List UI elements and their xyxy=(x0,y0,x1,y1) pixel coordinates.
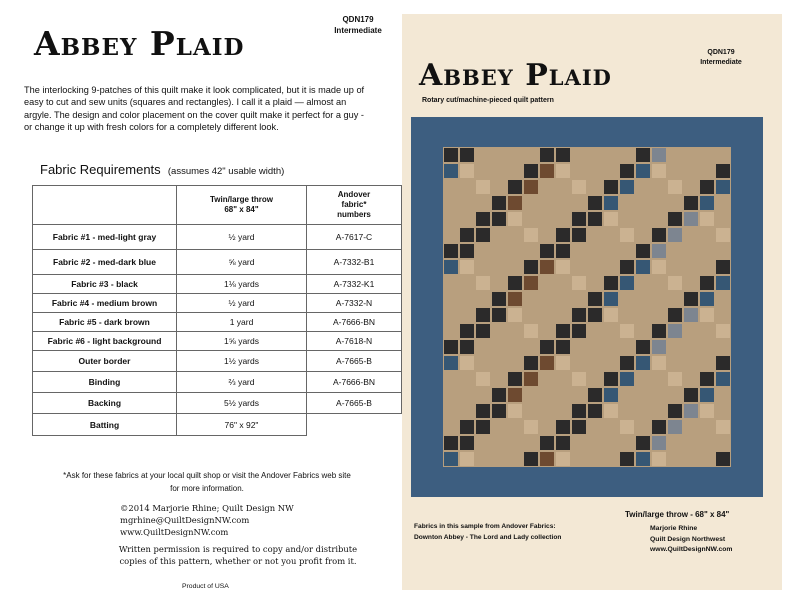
fabric-number-cell: A-7665-B xyxy=(307,351,402,372)
quilt-patch xyxy=(604,308,618,322)
quilt-patch xyxy=(556,420,570,434)
cover-author-block xyxy=(650,524,732,556)
quilt-patch xyxy=(444,260,458,274)
fabric-amount-cell: 1½ yards xyxy=(177,351,307,372)
quilt-patch xyxy=(652,164,666,178)
quilt-patch xyxy=(652,148,666,162)
quilt-patch xyxy=(668,404,682,418)
quilt-patch xyxy=(540,340,554,354)
cover-company: Quilt Design Northwest xyxy=(650,535,726,543)
fabric-number-cell: A-7332-N xyxy=(307,294,402,313)
quilt-patch xyxy=(540,452,554,466)
quilt-patch xyxy=(476,228,490,242)
quilt-patch xyxy=(716,420,730,434)
quilt-patch xyxy=(652,244,666,258)
quilt-patch xyxy=(444,436,458,450)
quilt-patch xyxy=(620,180,634,194)
quilt-patch xyxy=(508,372,522,386)
quilt-patch xyxy=(508,196,522,210)
quilt-patch xyxy=(668,324,682,338)
table-row xyxy=(33,275,402,294)
fabric-number-cell: A-7665-B xyxy=(307,393,402,414)
quilt-patch xyxy=(668,308,682,322)
quilt-patch xyxy=(716,356,730,370)
quilt-patch xyxy=(444,244,458,258)
header-size: Twin/large throw xyxy=(210,195,273,204)
quilt-patch xyxy=(588,388,602,402)
quilt-patch xyxy=(636,260,650,274)
quilt-patch xyxy=(444,356,458,370)
quilt-patch xyxy=(572,404,586,418)
header-number-cell xyxy=(307,186,402,225)
quilt-patch xyxy=(524,164,538,178)
quilt-patch xyxy=(604,372,618,386)
quilt-patch xyxy=(636,148,650,162)
quilt-patch xyxy=(476,276,490,290)
quilt-patch xyxy=(652,420,666,434)
quilt-patch xyxy=(508,212,522,226)
quilt-patch xyxy=(476,180,490,194)
fabric-number-cell xyxy=(307,414,402,436)
quilt-patch xyxy=(444,164,458,178)
quilt-patch xyxy=(652,436,666,450)
quilt-patch xyxy=(684,292,698,306)
quilt-patch xyxy=(572,372,586,386)
quilt-patch xyxy=(556,244,570,258)
quilt-patch xyxy=(700,372,714,386)
quilt-patch xyxy=(636,356,650,370)
cover-website: www.QuiltDesignNW.com xyxy=(650,546,733,553)
cover-fabrics-line1: Fabrics in this sample from Andover Fabrics: xyxy=(414,523,556,530)
quilt-patch xyxy=(716,180,730,194)
fabric-name-cell: Batting xyxy=(33,414,177,436)
cover-code: QDN179 xyxy=(707,49,735,56)
quilt-patch xyxy=(620,324,634,338)
fabric-number-cell: A-7332-B1 xyxy=(307,250,402,275)
quilt-patch xyxy=(476,212,490,226)
quilt-patch xyxy=(556,228,570,242)
header-size-cell xyxy=(177,186,307,225)
quilt-patch xyxy=(492,292,506,306)
quilt-image xyxy=(411,117,763,497)
fabric-name-cell: Outer border xyxy=(33,351,177,372)
table-row xyxy=(33,393,402,414)
quilt-patch xyxy=(444,340,458,354)
quilt-patch xyxy=(636,164,650,178)
quilt-patch xyxy=(700,212,714,226)
quilt-patch xyxy=(508,276,522,290)
quilt-patch xyxy=(668,180,682,194)
quilt-patch xyxy=(716,324,730,338)
quilt-patch xyxy=(492,196,506,210)
quilt-patch xyxy=(620,420,634,434)
quilt-patch xyxy=(652,452,666,466)
quilt-patch xyxy=(540,436,554,450)
fabric-name-cell: Fabric #4 - medium brown xyxy=(33,294,177,313)
table-header-row xyxy=(33,186,402,225)
quilt-patch xyxy=(508,180,522,194)
copyright: ©2014 Marjorie Rhine; Quilt Design NW xyxy=(120,503,294,513)
quilt-patch xyxy=(572,308,586,322)
quilt-patch xyxy=(460,244,474,258)
quilt-patch xyxy=(620,452,634,466)
quilt-patch xyxy=(524,276,538,290)
quilt-patch xyxy=(684,196,698,210)
table-row xyxy=(33,313,402,332)
quilt-patch xyxy=(556,260,570,274)
fabric-amount-cell: 1 yard xyxy=(177,313,307,332)
quilt-patch xyxy=(476,324,490,338)
quilt-patch xyxy=(636,340,650,354)
fabric-name-cell: Backing xyxy=(33,393,177,414)
quilt-patch xyxy=(620,228,634,242)
quilt-patch xyxy=(604,180,618,194)
fabric-number-cell: A-7666-BN xyxy=(307,313,402,332)
quilt-patch xyxy=(652,340,666,354)
quilt-patch xyxy=(588,196,602,210)
made-in: Product of USA xyxy=(182,583,229,590)
fabric-amount-cell: ⅝ yard xyxy=(177,250,307,275)
quilt-patch xyxy=(684,212,698,226)
quilt-patch xyxy=(572,180,586,194)
fabric-number-cell: A-7618-N xyxy=(307,332,402,351)
quilt-patch xyxy=(716,164,730,178)
quilt-patch xyxy=(684,404,698,418)
quilt-patch xyxy=(540,164,554,178)
quilt-patch xyxy=(668,420,682,434)
quilt-patch xyxy=(700,388,714,402)
quilt-patch xyxy=(588,308,602,322)
quilt-patch xyxy=(620,164,634,178)
quilt-patch xyxy=(700,308,714,322)
footnote: *Ask for these fabrics at your local quilt shop or visit the Andover Fabrics web site for more information. xyxy=(63,471,351,493)
quilt-patch xyxy=(524,356,538,370)
quilt-patch xyxy=(476,404,490,418)
header-number-3: numbers xyxy=(337,210,371,219)
quilt-patch xyxy=(716,260,730,274)
cover-fabrics xyxy=(414,521,614,543)
fabric-requirements-note: (assumes 42" usable width) xyxy=(167,166,285,177)
quilt-patch xyxy=(636,436,650,450)
quilt-patch xyxy=(460,228,474,242)
fabric-name-cell: Fabric #2 - med-dark blue xyxy=(33,250,177,275)
quilt-patch xyxy=(620,372,634,386)
table-row xyxy=(33,351,402,372)
fabric-name-cell: Fabric #3 - black xyxy=(33,275,177,294)
cover-level: Intermediate xyxy=(700,59,742,66)
quilt-patch xyxy=(572,228,586,242)
permission-notice: Written permission is required to copy and/or distribute copies of this pattern, whether or not you profit from it. xyxy=(118,544,358,566)
quilt-patch xyxy=(588,404,602,418)
quilt-patch xyxy=(604,196,618,210)
quilt-patch xyxy=(476,372,490,386)
cover-code-block xyxy=(676,48,766,68)
quilt-patch xyxy=(652,356,666,370)
table-row xyxy=(33,294,402,313)
quilt-patch xyxy=(604,212,618,226)
fabric-name-cell: Fabric #6 - light background xyxy=(33,332,177,351)
quilt-patch xyxy=(636,244,650,258)
quilt-patch xyxy=(620,356,634,370)
quilt-patch xyxy=(588,212,602,226)
fabric-number-cell: A-7332-K1 xyxy=(307,275,402,294)
quilt-patch xyxy=(524,324,538,338)
quilt-patch xyxy=(716,372,730,386)
quilt-patch xyxy=(636,452,650,466)
quilt-patch xyxy=(492,388,506,402)
quilt-patch xyxy=(684,308,698,322)
quilt-patch xyxy=(492,212,506,226)
header-size-dims: 68" x 84" xyxy=(224,205,259,214)
quilt-patch xyxy=(524,260,538,274)
quilt-patch xyxy=(620,260,634,274)
quilt-patch xyxy=(716,228,730,242)
quilt-patch xyxy=(556,436,570,450)
quilt-patch xyxy=(524,452,538,466)
quilt-patch xyxy=(604,292,618,306)
quilt-patch xyxy=(460,324,474,338)
table-row xyxy=(33,414,402,436)
quilt-patch xyxy=(716,276,730,290)
fabric-requirements-title: Fabric Requirements xyxy=(40,162,161,177)
quilt-patch xyxy=(524,228,538,242)
quilt-patch xyxy=(540,356,554,370)
cover-size: Twin/large throw - 68" x 84" xyxy=(625,510,730,519)
fabric-amount-cell: ½ yard xyxy=(177,294,307,313)
website: www.QuiltDesignNW.com xyxy=(120,527,229,537)
fabric-name-cell: Fabric #5 - dark brown xyxy=(33,313,177,332)
quilt-patch xyxy=(668,372,682,386)
cover-title: Abbey Plaid xyxy=(419,58,612,93)
fabric-amount-cell: 5½ yards xyxy=(177,393,307,414)
quilt-patch xyxy=(508,308,522,322)
intro-paragraph: The interlocking 9-patches of this quilt make it look complicated, but it is made up of easy to cut and sew units (squares and rectangles). I call it a plaid — almost an argyle. The design and color placement on the cover quilt make it perfect for a guy - or change it up with fresh colors for a completely different look. xyxy=(24,85,365,133)
cover-subtitle: Rotary cut/machine-pieced quilt pattern xyxy=(422,97,554,104)
fabric-requirements-heading xyxy=(40,162,284,177)
quilt-patch xyxy=(460,452,474,466)
quilt-patch xyxy=(700,196,714,210)
credits xyxy=(120,502,320,538)
quilt-patch xyxy=(588,292,602,306)
quilt-patch xyxy=(620,276,634,290)
fabric-number-cell: A-7617-C xyxy=(307,225,402,250)
quilt-patch xyxy=(684,388,698,402)
quilt-patch xyxy=(508,388,522,402)
pattern-level: Intermediate xyxy=(334,26,382,35)
quilt-patch xyxy=(524,420,538,434)
quilt-patch xyxy=(460,164,474,178)
quilt-patch xyxy=(572,324,586,338)
quilt-patch xyxy=(700,180,714,194)
quilt-patch xyxy=(700,292,714,306)
fabric-amount-cell: ½ yard xyxy=(177,225,307,250)
quilt-patch xyxy=(556,452,570,466)
header-empty-cell xyxy=(33,186,177,225)
pattern-code-block xyxy=(318,14,398,36)
fabric-amount-cell: ⅔ yard xyxy=(177,372,307,393)
cover-fabrics-line2: Downton Abbey - The Lord and Lady collection xyxy=(414,534,562,541)
quilt-patch xyxy=(524,180,538,194)
quilt-patch xyxy=(556,356,570,370)
quilt-patch xyxy=(508,292,522,306)
quilt-patch xyxy=(476,420,490,434)
quilt-patch xyxy=(700,404,714,418)
quilt-patch xyxy=(508,404,522,418)
fabric-name-cell: Fabric #1 - med-light gray xyxy=(33,225,177,250)
quilt-patch xyxy=(572,276,586,290)
quilt-patch xyxy=(556,148,570,162)
cover-author: Marjorie Rhine xyxy=(650,525,698,532)
quilt-patch xyxy=(572,420,586,434)
quilt-patch xyxy=(444,452,458,466)
header-number-1: Andover xyxy=(337,190,371,199)
fabric-requirements-table xyxy=(32,185,402,436)
quilt-patch xyxy=(492,308,506,322)
quilt-patch xyxy=(460,420,474,434)
quilt-patch xyxy=(668,276,682,290)
table-row xyxy=(33,225,402,250)
quilt-patch xyxy=(460,260,474,274)
quilt-patch xyxy=(460,436,474,450)
quilt-patch xyxy=(604,276,618,290)
quilt-background xyxy=(443,147,731,467)
quilt-patch xyxy=(476,308,490,322)
email: mgrhine@QuiltDesignNW.com xyxy=(120,515,250,525)
quilt-patch xyxy=(460,356,474,370)
pattern-title: Abbey Plaid xyxy=(34,24,245,63)
quilt-patch xyxy=(556,164,570,178)
quilt-patch xyxy=(556,340,570,354)
fabric-amount-cell: 1⅝ yards xyxy=(177,332,307,351)
quilt-patch xyxy=(604,404,618,418)
quilt-patch xyxy=(444,148,458,162)
quilt-patch xyxy=(524,372,538,386)
quilt-patch xyxy=(460,340,474,354)
table-row xyxy=(33,332,402,351)
fabric-amount-cell: 1⅛ yards xyxy=(177,275,307,294)
quilt-patch xyxy=(540,148,554,162)
fabric-name-cell: Binding xyxy=(33,372,177,393)
header-number-2: fabric* xyxy=(341,200,367,209)
quilt-patch xyxy=(604,388,618,402)
quilt-patch xyxy=(540,244,554,258)
quilt-patch xyxy=(652,324,666,338)
quilt-patch xyxy=(668,228,682,242)
quilt-patch xyxy=(700,276,714,290)
pattern-code: QDN179 xyxy=(342,15,374,24)
quilt-patch xyxy=(556,324,570,338)
table-row xyxy=(33,250,402,275)
quilt-patch xyxy=(460,148,474,162)
quilt-patch xyxy=(572,212,586,226)
quilt-patch xyxy=(668,212,682,226)
fabric-amount-cell: 76" x 92" xyxy=(177,414,307,436)
quilt-patch xyxy=(652,260,666,274)
quilt-patch xyxy=(652,228,666,242)
quilt-patch xyxy=(716,452,730,466)
fabric-number-cell: A-7666-BN xyxy=(307,372,402,393)
quilt-patch xyxy=(540,260,554,274)
table-row xyxy=(33,372,402,393)
quilt-patch xyxy=(492,404,506,418)
